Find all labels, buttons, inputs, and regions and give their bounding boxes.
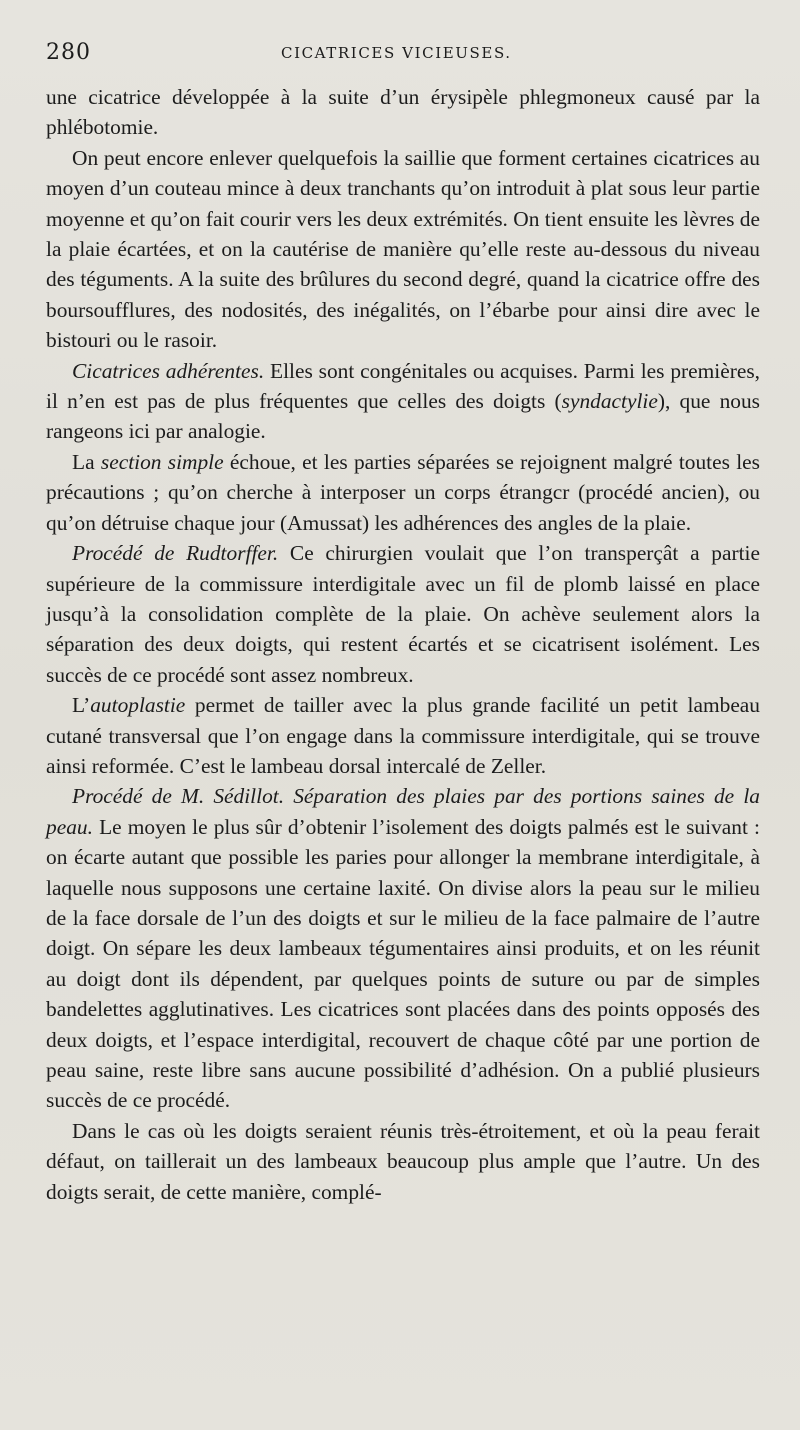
text-segment: La [72, 449, 101, 474]
running-head: CICATRICES VICIEUSES. [281, 44, 512, 62]
text-segment-italic: section simple [100, 449, 224, 474]
section-heading: Procédé de M. Sédillot. Séparation des plaies par des portions saines de la peau. [46, 784, 760, 839]
text-segment: permet de tailler avec la plus grande facilité un petit lambeau cutané transversal que l’on engage dans la commissure interdigitale, qui se trouve ainsi reformée. C’est le lambeau dorsal intercalé de Zeller. [46, 693, 760, 778]
paragraph [46, 1116, 760, 1207]
text-segment: une cicatrice développée à la suite d’un érysipèle phlegmoneux causé par la phlébotomie. [46, 85, 760, 140]
page-header [46, 36, 760, 82]
text-segment-italic: syndactylie [561, 389, 658, 414]
text-segment: échoue, et les parties séparées se rejoignent malgré toutes les précautions ; qu’on cherche à interposer un corps étrangcr (procédé ancien), ou qu’on détruise chaque jour (Amussat) les adhérences des angles de la plaie. [46, 449, 760, 535]
paragraph [46, 82, 760, 143]
text-segment: Ce chirurgien voulait que l’on transperçât a partie supérieure de la commissure interdigitale avec un fil de plomb laissé en place jusqu’à la consolidation complète de la plaie. On achève seulement alors la séparation des deux doigts, qui restent écartés et se cicatrisent isolément. Les succès de ce procédé sont assez nombreux. [46, 541, 760, 687]
paragraph [46, 690, 760, 781]
text-segment: ), que nous rangeons ici par analogie. [46, 389, 760, 444]
text-segment: On peut encore enlever quelquefois la saillie que forment certaines cicatrices au moyen d’un couteau mince à deux tranchants qu’on introduit à plat sous leur partie moyenne et qu’on fait courir vers les deux extrémités. On tient ensuite les lèvres de la plaie écartées, et on la cautérise de manière qu’elle reste au-dessous du niveau des téguments. A la suite des brûlures du second degré, quand la cicatrice offre des boursoufflures, des nodosités, des inégalités, on l’ébarbe pour ainsi dire avec le bistouri ou le rasoir. [46, 145, 760, 353]
paragraph [46, 356, 760, 447]
page-number: 280 [46, 40, 91, 65]
text-segment: Dans le cas où les doigts seraient réunis très-étroitement, et où la peau ferait défaut, on taillerait un des lambeaux beaucoup plus ample que l’autre. Un des doigts serait, de cette manière, complé- [46, 1118, 760, 1204]
body-text [46, 82, 760, 1207]
text-segment-italic: autoplastie [90, 693, 186, 718]
section-heading: Procédé de Rudtorffer. [72, 541, 279, 566]
paragraph [46, 143, 760, 356]
text-segment: Le moyen le plus sûr d’obtenir l’isolement des doigts palmés est le suivant : on écarte autant que possible les paries pour allonger la membrane interdigitale, à laquelle nous supposons une certaine laxité. On divise alors la peau sur le milieu de la face dorsale de l’un des doigts et sur le milieu de la face palmaire de l’autre doigt. On sépare les deux lambeaux tégumentaires ainsi produits, et on les réunit au doigt dont ils dépendent, par quelques points de suture ou par de simples bandelettes agglutinatives. Les cicatrices sont placées dans des points opposés des deux doigts, et l’espace interdigital, recouvert de chaque côté par une portion de peau saine, reste libre sans aucune possibilité d’adhésion. On a publié plusieurs succès de ce procédé. [46, 814, 760, 1113]
paragraph [46, 781, 760, 1115]
text-segment: L’ [72, 693, 91, 718]
text-segment: Elles sont congénitales ou acquises. Parmi les premières, il n’en est pas de plus fréquentes que celles des doigts ( [46, 358, 761, 414]
section-heading: Cicatrices adhérentes. [72, 358, 265, 383]
paragraph [46, 447, 760, 538]
paragraph [46, 538, 760, 690]
